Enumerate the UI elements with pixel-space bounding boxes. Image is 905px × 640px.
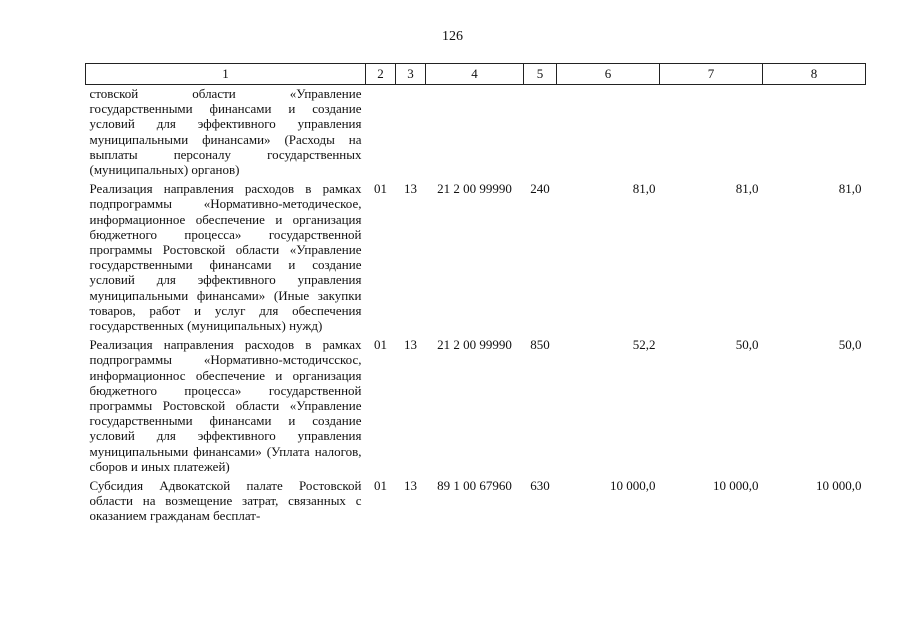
table-row [86, 85, 866, 180]
row-subsection-code: 13 [404, 478, 417, 494]
column-header-8: 8 [763, 64, 866, 85]
budget-table [85, 63, 866, 526]
row-subsection-code: 13 [404, 337, 417, 353]
column-header-4: 4 [426, 64, 524, 85]
column-header-1: 1 [86, 64, 366, 85]
row-target-article [426, 85, 524, 180]
column-header-6: 6 [557, 64, 660, 85]
row-section-code: 01 [374, 478, 387, 494]
row-amount-1: 52,2 [632, 337, 656, 353]
row-amount-3: 10 000,0 [816, 478, 862, 494]
row-description: Реализация направления расходов в рамках подпрограммы «Нормативно-методическое, информационное обеспечение и организация бюджетного процесса» государственной программы Ростовской области «Управление государственными финансами и создание условий для эффективного управления муниципальными финансами» (Иные закупки товаров, работ и услуг для обеспечения государственных (муниципальных) нужд) [89, 181, 362, 334]
table-row [86, 179, 866, 335]
column-header-7: 7 [660, 64, 763, 85]
row-expense-type: 850 [530, 337, 550, 353]
row-description: Реализация направления расходов в рамках подпрограммы «Нормативно-мстодичсскос, информационнос обеспечение и организация бюджетного процесса» государственной программы Ростовской области «Управление государственными финансами и создание условий для эффективного управления муниципальными финансами» (Уплата налогов, сборов и иных платежей) [89, 337, 362, 474]
row-amount-2: 50,0 [735, 337, 759, 353]
page-number: 126 [442, 29, 463, 44]
row-subsection-code: 13 [404, 181, 417, 197]
row-target-article: 89 1 00 67960 [437, 478, 512, 494]
header-row [86, 64, 866, 85]
row-amount-2: 10 000,0 [713, 478, 759, 494]
row-amount-3: 81,0 [838, 181, 862, 197]
row-amount-3 [763, 85, 866, 180]
row-description: Субсидия Адвокатской палате Ростовской области на возмещение затрат, связанных с оказанием гражданам бесплат- [89, 478, 362, 524]
row-section-code: 01 [374, 181, 387, 197]
row-amount-2 [660, 85, 763, 180]
row-amount-2: 81,0 [735, 181, 759, 197]
row-amount-3: 50,0 [838, 337, 862, 353]
row-section-code: 01 [374, 337, 387, 353]
table-row [86, 335, 866, 476]
row-expense-type [524, 85, 557, 180]
row-amount-1 [557, 85, 660, 180]
row-target-article: 21 2 00 99990 [437, 181, 512, 197]
table-row [86, 476, 866, 526]
row-section-code [366, 85, 396, 180]
column-header-3: 3 [396, 64, 426, 85]
row-expense-type: 630 [530, 478, 550, 494]
row-expense-type: 240 [530, 181, 550, 197]
row-amount-1: 10 000,0 [610, 478, 656, 494]
column-header-2: 2 [366, 64, 396, 85]
column-header-5: 5 [524, 64, 557, 85]
row-subsection-code [396, 85, 426, 180]
row-amount-1: 81,0 [632, 181, 656, 197]
row-target-article: 21 2 00 99990 [437, 337, 512, 353]
row-description: стовской области «Управление государственными финансами и создание условий для эффективного управления муниципальными финансами» (Расходы на выплаты персоналу государственных (муниципальных) органов) [89, 86, 362, 178]
